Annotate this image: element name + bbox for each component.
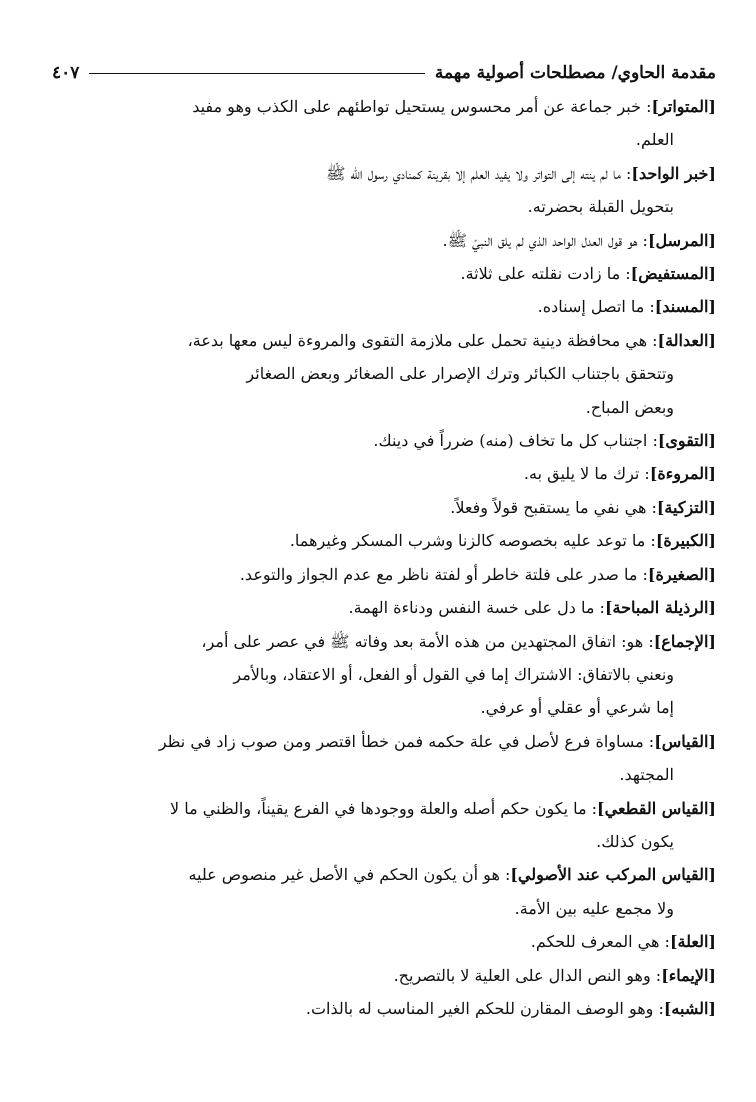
entry-definition-text: : هو: اتفاق المجتهدين من هذه الأمة بعد وفاته ﷺ في عصر على أمر،: [201, 631, 654, 651]
entry-term: [المروءة]: [649, 464, 716, 484]
entry-first-line: [52, 992, 716, 1025]
glossary-entry: [52, 558, 716, 591]
glossary-entry: [52, 224, 716, 257]
entry-continuation-line: [52, 825, 716, 858]
entry-term: [الكبيرة]: [655, 531, 716, 551]
entry-first-line: [52, 90, 716, 123]
entry-term: [التزكية]: [656, 497, 716, 517]
entry-term: [الشبه]: [663, 998, 716, 1018]
entry-continuation-line: [52, 357, 716, 390]
entry-definition-text: العلم.: [635, 130, 674, 150]
entry-continuation-line: [52, 123, 716, 156]
entry-first-line: [52, 625, 716, 658]
entry-definition-text: : ما صدر على فلتة خاطر أو لفتة ناظر مع عدم الجواز والتوعد.: [239, 564, 648, 584]
entry-continuation-line: [52, 391, 716, 424]
entry-term: [العدالة]: [657, 330, 716, 350]
entry-term: [المستفيض]: [630, 264, 716, 284]
entry-definition-text: : ما يكون حكم أصله والعلة ووجودها في الفرع يقيناً، والظني ما لا: [169, 798, 598, 818]
glossary-entry: [52, 725, 716, 792]
entry-term: [الإيماء]: [661, 965, 716, 985]
glossary-entry: [52, 157, 716, 224]
entry-definition-text: وبعض المباح.: [585, 397, 674, 417]
entry-definition-text: : وهو الوصف المقارن للحكم الغير المناسب له بالذات.: [305, 998, 664, 1018]
entry-continuation-line: [52, 758, 716, 791]
glossary-entry: [52, 324, 716, 424]
entry-continuation-line: [52, 691, 716, 724]
entry-first-line: [52, 457, 716, 490]
glossary-entry: [52, 424, 716, 457]
entry-term: [الصغيرة]: [647, 564, 716, 584]
entry-term: [الرذيلة المباحة]: [604, 598, 716, 618]
entry-definition-text: : ما زادت نقلته على ثلاثة.: [460, 264, 631, 284]
entry-term: [المرسل]: [647, 230, 716, 250]
running-header: [52, 58, 716, 88]
entry-definition-text: : هي محافظة دينية تحمل على ملازمة التقوى والمروءة ليس معها بدعة،: [187, 330, 658, 350]
entry-term: [المتواتر]: [651, 97, 716, 116]
glossary-entry: [52, 524, 716, 557]
glossary-entry: [52, 290, 716, 323]
glossary-entry: [52, 792, 716, 859]
glossary-entry: [52, 457, 716, 490]
glossary-entry: [52, 591, 716, 624]
glossary-entry: [52, 858, 716, 925]
entry-term: [القياس]: [654, 731, 716, 751]
entry-first-line: [52, 858, 716, 891]
page-number: ٤٠٧: [52, 63, 80, 83]
glossary-entries: [52, 90, 716, 1025]
entry-first-line: [52, 257, 716, 290]
entry-first-line: [52, 959, 716, 992]
entry-definition-text: : اجتناب كل ما تخاف (منه) ضرراً في دينك.: [373, 431, 658, 451]
entry-definition-text: : هو قول العدل الواحد الذي لم يلق النبيّ ﷺ.: [442, 230, 648, 250]
entry-definition-text: : وهو النص الدال على العلية لا بالتصريح.: [393, 965, 662, 985]
entry-definition-text: : مساواة فرع لأصل في علة حكمه فمن خطأ اقتصر ومن صوب زاد في نظر: [158, 731, 655, 751]
entry-definition-text: المجتهد.: [619, 765, 674, 785]
entry-first-line: [52, 491, 716, 524]
entry-definition-text: : هي المعرف للحكم.: [530, 932, 670, 952]
entry-definition-text: : ما دل على خسة النفس ودناءة الهمة.: [348, 598, 605, 618]
entry-definition-text: يكون كذلك.: [596, 831, 674, 851]
entry-first-line: [52, 792, 716, 825]
glossary-entry: [52, 625, 716, 725]
entry-term: [التقوى]: [657, 431, 716, 451]
entry-term: [الإجماع]: [653, 631, 716, 651]
entry-first-line: [52, 424, 716, 457]
entry-term: [القياس المركب عند الأصولي]: [510, 865, 716, 885]
entry-term: [خبر الواحد]: [631, 163, 716, 183]
entry-first-line: [52, 558, 716, 591]
entry-definition-text: : هو أن يكون الحكم في الأصل غير منصوص عليه: [188, 865, 511, 885]
entry-definition-text: : ترك ما لا يليق به.: [523, 464, 650, 484]
entry-first-line: [52, 290, 716, 323]
entry-first-line: [52, 725, 716, 758]
glossary-entry: [52, 925, 716, 958]
glossary-entry: [52, 959, 716, 992]
entry-term: [العلة]: [669, 932, 716, 952]
entry-definition-text: : ما لم ينته إلى التواتر ولا يفيد العلم إلا بقرينة كمنادي رسول الله ﷺ: [326, 163, 632, 183]
entry-first-line: [52, 591, 716, 624]
header-rule: [89, 73, 424, 74]
entry-first-line: [52, 324, 716, 357]
entry-first-line: [52, 157, 716, 190]
entry-continuation-line: [52, 190, 716, 223]
entry-definition-text: : ما توعد عليه بخصوصه كالزنا وشرب المسكر وغيرهما.: [289, 531, 656, 551]
glossary-entry: [52, 491, 716, 524]
entry-first-line: [52, 925, 716, 958]
entry-term: [القياس القطعي]: [597, 798, 716, 818]
glossary-entry: [52, 992, 716, 1025]
entry-definition-text: : هي نفي ما يستقبح قولاً وفعلاً.: [450, 497, 657, 517]
entry-definition-text: ونعني بالاتفاق: الاشتراك إما في القول أو الفعل، أو الاعتقاد، وبالأمر: [233, 664, 674, 684]
entry-term: [المسند]: [654, 297, 716, 317]
entry-definition-text: إما شرعي أو عقلي أو عرفي.: [480, 698, 674, 718]
entry-continuation-line: [52, 892, 716, 925]
entry-definition-text: بتحويل القبلة بحضرته.: [527, 197, 674, 217]
entry-definition-text: : ما اتصل إسناده.: [537, 297, 655, 317]
entry-first-line: [52, 524, 716, 557]
entry-definition-text: ولا مجمع عليه بين الأمة.: [514, 898, 674, 918]
entry-definition-text: : خبر جماعة عن أمر محسوس يستحيل تواطئهم على الكذب وهو مفيد: [192, 97, 652, 116]
entry-definition-text: وتتحقق باجتناب الكبائر وترك الإصرار على الصغائر وبعض الصغائر: [246, 364, 674, 384]
glossary-entry: [52, 90, 716, 157]
glossary-entry: [52, 257, 716, 290]
header-title: مقدمة الحاوي/ مصطلحات أصولية مهمة: [434, 63, 716, 83]
entry-continuation-line: [52, 658, 716, 691]
entry-first-line: [52, 224, 716, 257]
